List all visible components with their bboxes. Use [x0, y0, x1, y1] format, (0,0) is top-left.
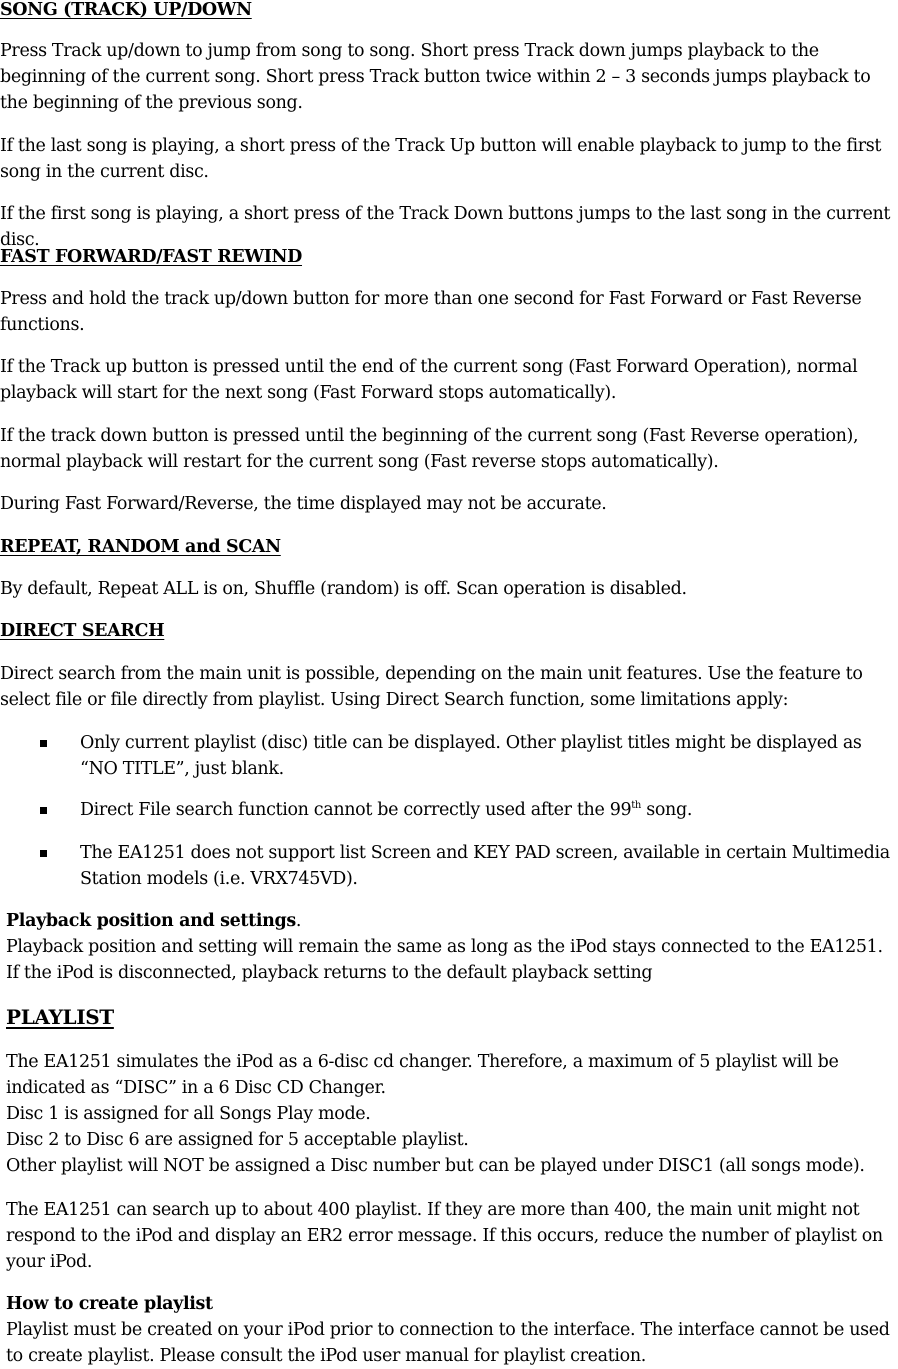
direct-bullet-2	[80, 797, 890, 823]
playback-heading-suffix: .	[295, 911, 302, 931]
ff-paragraph-2: If the Track up button is pressed until the end of the current song (Fast Forward Operation), normal playback will start for the next song (Fast Forward stops automatically).	[0, 357, 858, 403]
bullet-square-icon	[40, 740, 47, 747]
playback-block	[6, 908, 896, 986]
direct-bullet-2-text: Direct File search function cannot be correctly used after the 99	[80, 800, 632, 820]
direct-bullet-1	[80, 730, 890, 782]
create-paragraph: Playlist must be created on your iPod prior to connection to the interface. The interface cannot be used to create playlist. Please consult the iPod user manual for playlist creation.	[6, 1320, 890, 1366]
track-paragraph-2: If the last song is playing, a short press of the Track Up button will enable playback to jump to the first song in the current disc.	[0, 136, 882, 182]
direct-bullet-1-text: Only current playlist (disc) title can be displayed. Other playlist titles might be displayed as “NO TITLE”, just blank.	[80, 733, 862, 779]
bullet-square-icon	[40, 850, 47, 857]
direct-bullet-3	[80, 840, 890, 892]
bullet-square-icon	[40, 807, 47, 814]
direct-bullet-2-sup: th	[631, 800, 642, 812]
playback-paragraph: Playback position and setting will remain the same as long as the iPod stays connected to the EA1251. If the iPod is disconnected, playback returns to the default playback setting	[6, 937, 883, 983]
track-heading: SONG (TRACK) UP/DOWN	[0, 0, 252, 20]
playback-heading: Playback position and settings	[6, 911, 296, 931]
direct-heading: DIRECT SEARCH	[0, 621, 165, 641]
playlist-block	[6, 1049, 898, 1179]
direct-paragraph: Direct search from the main unit is possible, depending on the main unit features. Use the feature to select file or file directly from playlist. Using Direct Search function, some limitations apply:	[0, 664, 863, 710]
playlist-line-1: The EA1251 simulates the iPod as a 6-disc cd changer. Therefore, a maximum of 5 playlist will be indicated as “DISC” in a 6 Disc CD Changer.	[6, 1052, 839, 1098]
direct-bullet-2-text-end: song.	[641, 800, 693, 820]
playlist-line-4: Other playlist will NOT be assigned a Disc number but can be played under DISC1 (all songs mode).	[6, 1156, 865, 1176]
playlist-paragraph-2: The EA1251 can search up to about 400 playlist. If they are more than 400, the main unit might not respond to the iPod and display an ER2 error message. If this occurs, reduce the number of playlist on your iPod.	[6, 1200, 883, 1272]
direct-bullet-3-text: The EA1251 does not support list Screen and KEY PAD screen, available in certain Multimedia Station models (i.e. VRX745VD).	[80, 843, 890, 889]
playlist-line-2: Disc 1 is assigned for all Songs Play mode.	[6, 1104, 371, 1124]
repeat-paragraph: By default, Repeat ALL is on, Shuffle (random) is off. Scan operation is disabled.	[0, 579, 687, 599]
ff-paragraph-3: If the track down button is pressed until the beginning of the current song (Fast Reverse operation), normal playback will restart for the current song (Fast reverse stops automatically).	[0, 426, 859, 472]
create-block	[6, 1291, 896, 1369]
ff-paragraph-1: Press and hold the track up/down button for more than one second for Fast Forward or Fast Reverse functions.	[0, 289, 862, 335]
ff-heading: FAST FORWARD/FAST REWIND	[0, 247, 303, 267]
track-paragraph-3: If the first song is playing, a short press of the Track Down buttons jumps to the last song in the current disc.	[0, 204, 891, 250]
repeat-heading: REPEAT, RANDOM and SCAN	[0, 537, 281, 557]
playlist-line-3: Disc 2 to Disc 6 are assigned for 5 acceptable playlist.	[6, 1130, 469, 1150]
playlist-heading: PLAYLIST	[6, 1005, 114, 1029]
track-paragraph-1: Press Track up/down to jump from song to song. Short press Track down jumps playback to the beginning of the current song. Short press Track button twice within 2 – 3 seconds jumps playback to the beginning of the previous song.	[0, 41, 871, 113]
ff-paragraph-4: During Fast Forward/Reverse, the time displayed may not be accurate.	[0, 494, 607, 514]
create-heading: How to create playlist	[6, 1294, 213, 1314]
